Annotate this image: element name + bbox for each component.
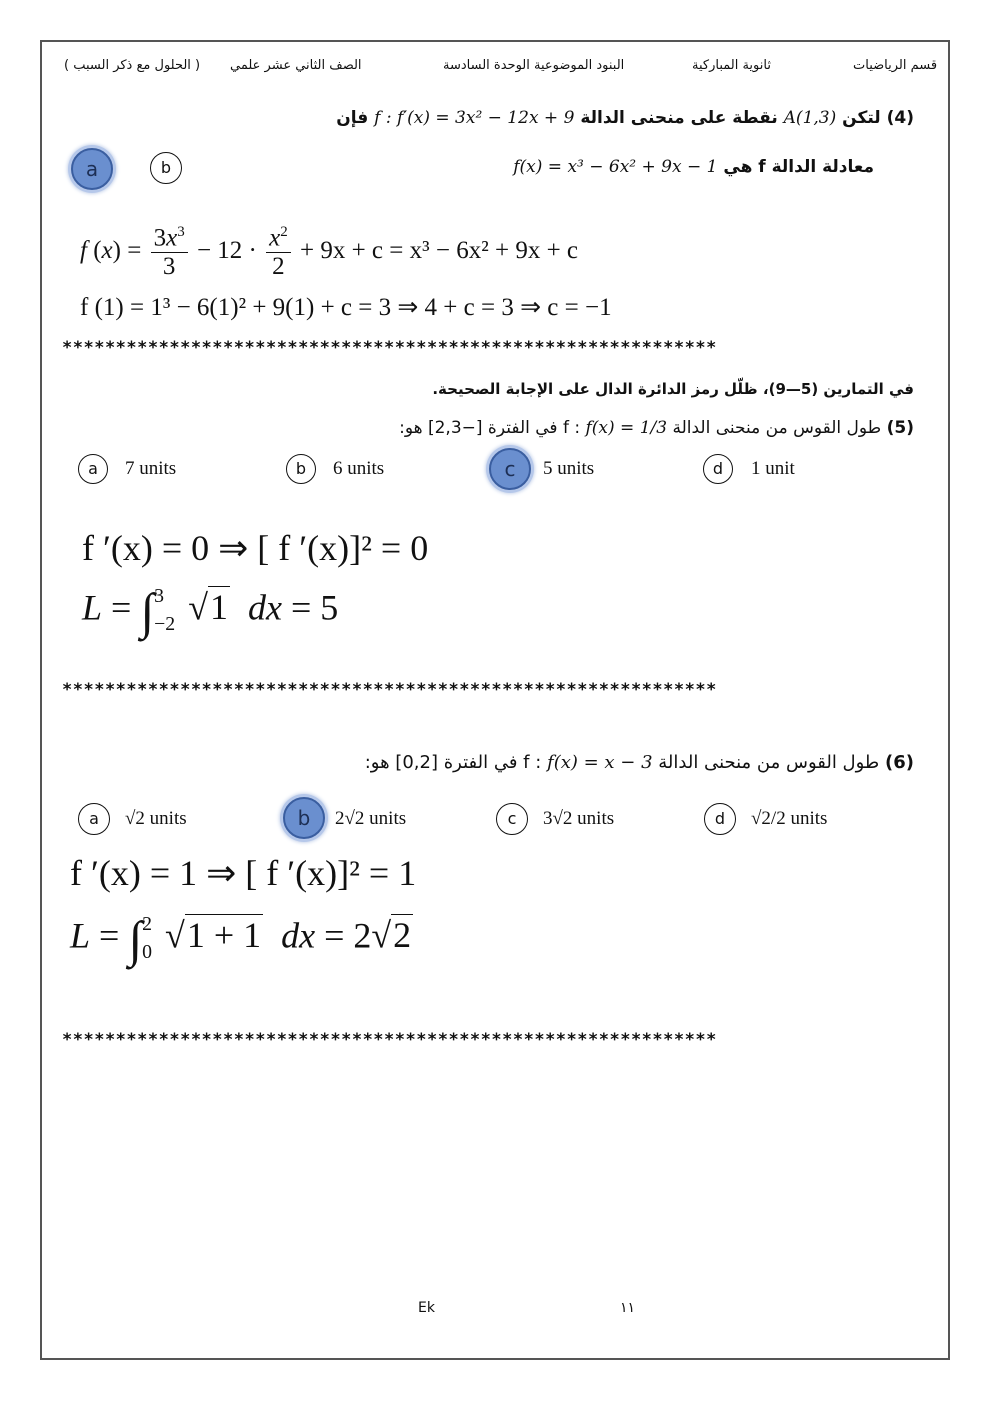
- q6-option-d-label: √2/2 units: [751, 808, 828, 829]
- fraction-3x3-over-3: $\frac{3x^3}{3}$: [151, 224, 188, 280]
- q5-option-b-label: 6 units: [333, 458, 385, 479]
- q5-interval: في الفترة [−2,3] هو:: [399, 418, 558, 438]
- q5-option-d-label: 1 unit: [751, 458, 795, 479]
- q5-lower-limit: −2: [154, 613, 176, 635]
- q6-upper-limit: 2: [142, 913, 153, 936]
- q5-option-d[interactable]: d: [703, 454, 733, 484]
- q4-option-a[interactable]: a: [71, 148, 113, 190]
- header-unit: البنود الموضوعية الوحدة السادسة: [443, 58, 625, 73]
- q5-option-a-label: 7 units: [125, 458, 177, 479]
- q5-function: f(x) = 1/3: [585, 418, 668, 438]
- q6-solution-line2: L = ∫ 2 0 √1 + 1 dx = 2√2: [70, 911, 412, 967]
- instructions: في التمارين (5—9)، ظلّل رمز الدائرة الدال على الإجابة الصحيحة.: [432, 380, 914, 398]
- q6-text: طول القوس من منحنى الدالة f :: [523, 752, 880, 773]
- q4-derivative: f : f′(x) = 3x² − 12x + 9: [374, 108, 575, 128]
- q6-option-a-label: √2 units: [125, 808, 187, 829]
- q4-number: (4): [886, 108, 914, 128]
- header-department: قسم الرياضيات: [853, 58, 938, 73]
- q5-upper-limit: 3: [154, 585, 165, 608]
- separator-2: *************************************************************: [62, 680, 717, 700]
- q4-solution-line1-rhs: + 9x + c = x³ − 6x² + 9x + c: [299, 236, 579, 264]
- q4-solution-line2: f (1) = 1³ − 6(1)² + 9(1) + c = 3 ⇒ 4 + c = 3 ⇒ c = −1: [80, 294, 612, 321]
- q6-option-b-label: 2√2 units: [335, 808, 407, 829]
- q4-text-c: فإن: [336, 108, 369, 128]
- q6-option-b[interactable]: b: [283, 797, 325, 839]
- header-grade: الصف الثاني عشر علمي: [230, 58, 362, 73]
- q5-option-c[interactable]: c: [489, 448, 531, 490]
- q6-option-c-label: 3√2 units: [543, 808, 615, 829]
- q4-text-b: نقطة على منحنى الدالة: [580, 108, 778, 128]
- q4-statement: معادلة الدالة f هي: [723, 157, 874, 177]
- q6-option-c[interactable]: c: [496, 803, 528, 835]
- q5-option-a[interactable]: a: [78, 454, 108, 484]
- footer-page-number: ١١: [620, 1300, 636, 1316]
- q6-solution-line1: f ′(x) = 1 ⇒ [ f ′(x)]² = 1: [70, 853, 417, 893]
- q5-text: طول القوس من منحنى الدالة f :: [562, 418, 882, 438]
- q4-option-b[interactable]: b: [150, 152, 182, 184]
- page-header: [60, 58, 938, 80]
- q5-option-c-label: 5 units: [543, 458, 595, 479]
- q6-limits: [142, 911, 152, 966]
- q6-option-d[interactable]: d: [704, 803, 736, 835]
- q4-solution-line1: f (x) = $\frac{3x^3}{3}$ − 12 · $\frac{x^2}{2}$ + 9x + c = x³ − 6x² + 9x + c: [80, 224, 579, 280]
- separator-1: *************************************************************: [62, 338, 717, 358]
- integral-sign: ∫: [140, 583, 155, 639]
- q5-prompt: [399, 418, 914, 438]
- q5-option-b[interactable]: b: [286, 454, 316, 484]
- q4-point: A(1,3): [783, 108, 837, 128]
- q4-statement-line: [513, 157, 874, 177]
- header-school: ثانوية المباركية: [692, 58, 771, 73]
- q6-number: (6): [885, 752, 914, 773]
- header-note: ( الحلول مع ذكر السبب ): [64, 58, 201, 73]
- fraction-x2-over-2: $\frac{x^2}{2}$: [266, 224, 291, 280]
- q6-option-a[interactable]: a: [78, 803, 110, 835]
- q6-prompt: [365, 752, 914, 773]
- q4-text-a: لتكن: [842, 108, 881, 128]
- q6-function: f(x) = x − 3: [547, 752, 653, 773]
- footer-initials: Ek: [418, 1300, 435, 1316]
- separator-3: *************************************************************: [62, 1030, 717, 1050]
- q6-lower-limit: 0: [142, 941, 153, 963]
- q5-number: (5): [886, 418, 914, 438]
- q5-solution-line1: f ′(x) = 0 ⇒ [ f ′(x)]² = 0: [82, 528, 429, 568]
- q6-interval: في الفترة [0,2] هو:: [364, 752, 518, 773]
- integral-sign: ∫: [128, 911, 143, 967]
- q5-limits: [154, 583, 175, 638]
- q4-prompt: [336, 108, 914, 128]
- q5-solution-line2: L = ∫ 3 −2 √1 dx = 5: [82, 583, 339, 639]
- q4-function: f(x) = x³ − 6x² + 9x − 1: [513, 157, 718, 177]
